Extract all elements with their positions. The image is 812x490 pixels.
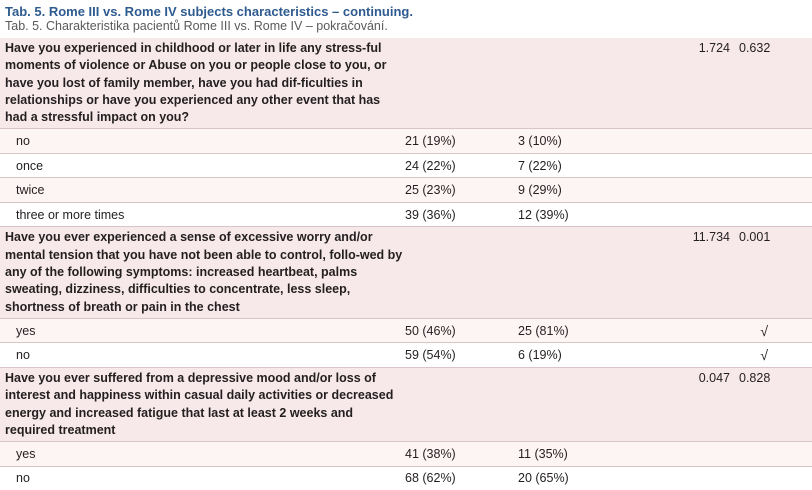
rome3-value: 41 (38%) [405,442,513,467]
option-label: twice [0,178,405,203]
rome3-value: 39 (36%) [405,202,513,227]
option-label: yes [0,442,405,467]
table-subtitle: Tab. 5. Charakteristika pacientů Rome III vs. Rome IV – pokračování. [5,19,388,33]
rome4-value: 20 (65%) [513,466,634,490]
statistic-value: 11.734 [634,227,734,318]
rome3-value: 25 (23%) [405,178,513,203]
table-caption [0,0,812,34]
p-value: 0.001 [734,227,812,318]
question-row [0,367,812,441]
rome3-value: 59 (54%) [405,343,513,368]
option-row [0,178,812,203]
option-row [0,129,812,154]
rome4-value: 12 (39%) [513,202,634,227]
rome3-value: 21 (19%) [405,129,513,154]
option-row [0,466,812,490]
rome3-value: 24 (22%) [405,153,513,178]
table-title: Tab. 5. Rome III vs. Rome IV subjects characteristics – continuing. [5,4,413,19]
significance-mark [734,153,812,178]
option-label: once [0,153,405,178]
option-label: no [0,466,405,490]
option-label: yes [0,318,405,343]
significance-mark [734,202,812,227]
significance-mark: √ [734,318,812,343]
significance-mark [734,178,812,203]
option-row [0,202,812,227]
p-value: 0.632 [734,38,812,129]
option-row [0,343,812,368]
rome4-value: 3 (10%) [513,129,634,154]
question-row [0,227,812,318]
p-value: 0.828 [734,367,812,441]
rome4-value: 9 (29%) [513,178,634,203]
statistic-value: 1.724 [634,38,734,129]
statistic-value: 0.047 [634,367,734,441]
rome3-value: 68 (62%) [405,466,513,490]
option-row [0,318,812,343]
significance-mark: √ [734,343,812,368]
rome3-value: 50 (46%) [405,318,513,343]
rome4-value: 11 (35%) [513,442,634,467]
rome4-value: 7 (22%) [513,153,634,178]
question-row [0,38,812,129]
option-label: no [0,129,405,154]
option-label: no [0,343,405,368]
significance-mark [734,442,812,467]
question-text: Have you ever suffered from a depressive mood and/or loss of interest and happiness within casual daily activities or decreased energy and increased fatigue that last at least 2 weeks and required treatment [0,367,405,441]
rome4-value: 25 (81%) [513,318,634,343]
question-text: Have you experienced in childhood or later in life any stress-ful moments of violence or Abuse on you or people close to you, or have you lost of family member, have you had dif-ficulties in relationships or have you experienced any other event that has had a stressful impact on you? [0,38,405,129]
option-row [0,153,812,178]
significance-mark [734,466,812,490]
rome4-value: 6 (19%) [513,343,634,368]
significance-mark [734,129,812,154]
option-row [0,442,812,467]
option-label: three or more times [0,202,405,227]
characteristics-table [0,38,812,490]
question-text: Have you ever experienced a sense of excessive worry and/or mental tension that you have not been able to control, follo-wed by any of the following symptoms: increased heartbeat, palms sweating, dizziness, difficulties to concentrate, less sleep, shortness of breath or pain in the chest [0,227,405,318]
